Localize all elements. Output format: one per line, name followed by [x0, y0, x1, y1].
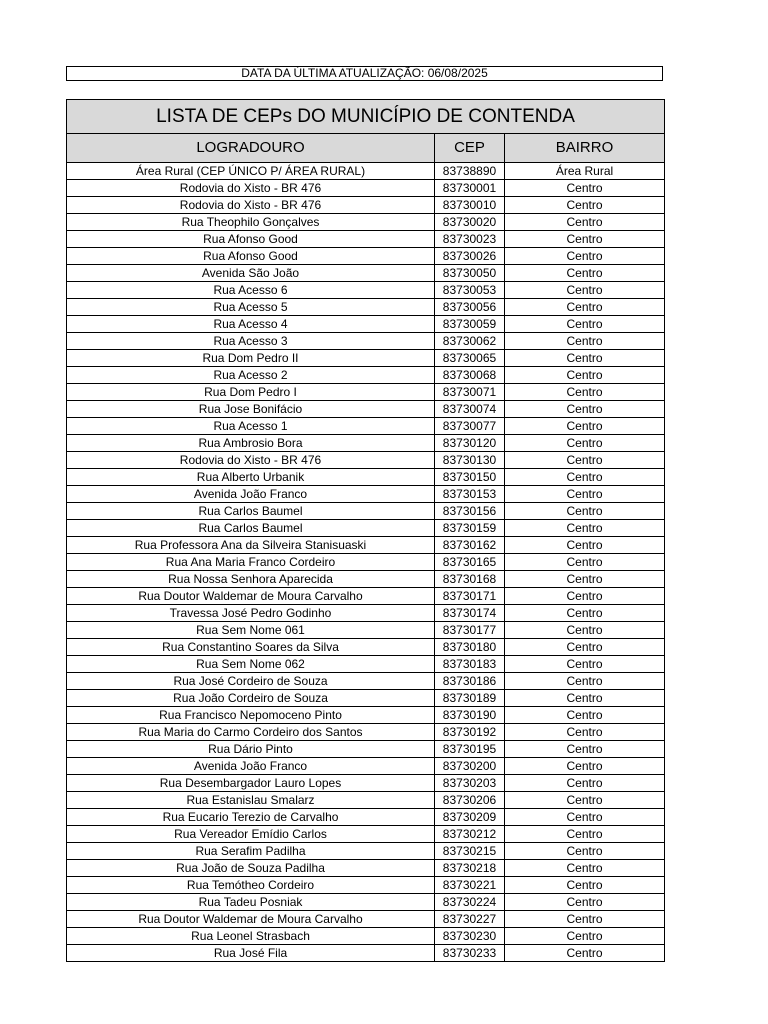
cell-cep: 83730023: [435, 231, 505, 248]
cell-logradouro: Rua Tadeu Posniak: [67, 894, 435, 911]
cell-bairro: Centro: [505, 622, 665, 639]
cell-bairro: Centro: [505, 571, 665, 588]
cell-bairro: Centro: [505, 877, 665, 894]
table-row: [67, 588, 665, 605]
cell-logradouro: Rua Carlos Baumel: [67, 520, 435, 537]
table-row: [67, 945, 665, 962]
table-row: [67, 860, 665, 877]
cell-logradouro: Rua Estanislau Smalarz: [67, 792, 435, 809]
cell-logradouro: Rua Acesso 4: [67, 316, 435, 333]
cell-logradouro: Rua José Cordeiro de Souza: [67, 673, 435, 690]
table-row: [67, 503, 665, 520]
cell-logradouro: Rua Desembargador Lauro Lopes: [67, 775, 435, 792]
cell-cep: 83730056: [435, 299, 505, 316]
cell-logradouro: Rua Serafim Padilha: [67, 843, 435, 860]
table-row: [67, 826, 665, 843]
cell-bairro: Centro: [505, 809, 665, 826]
cell-cep: 83730177: [435, 622, 505, 639]
cep-table: [66, 99, 665, 962]
cell-cep: 83730218: [435, 860, 505, 877]
cell-cep: 83730068: [435, 367, 505, 384]
cell-logradouro: Rua Constantino Soares da Silva: [67, 639, 435, 656]
cell-bairro: Centro: [505, 418, 665, 435]
cell-cep: 83730053: [435, 282, 505, 299]
table-title-row: [67, 100, 665, 134]
cell-logradouro: Rua Leonel Strasbach: [67, 928, 435, 945]
cell-logradouro: Rua Eucario Terezio de Carvalho: [67, 809, 435, 826]
cell-logradouro: Rua Doutor Waldemar de Moura Carvalho: [67, 911, 435, 928]
cell-cep: 83730065: [435, 350, 505, 367]
cell-bairro: Centro: [505, 265, 665, 282]
table-row: [67, 792, 665, 809]
table-row: [67, 571, 665, 588]
cell-cep: 83730186: [435, 673, 505, 690]
cell-bairro: Centro: [505, 588, 665, 605]
cell-logradouro: Rua Doutor Waldemar de Moura Carvalho: [67, 588, 435, 605]
table-row: [67, 367, 665, 384]
cell-cep: 83730180: [435, 639, 505, 656]
cell-logradouro: Rua Vereador Emídio Carlos: [67, 826, 435, 843]
column-header-cep: CEP: [435, 134, 505, 163]
cell-cep: 83730190: [435, 707, 505, 724]
cell-bairro: Centro: [505, 486, 665, 503]
table-row: [67, 537, 665, 554]
cell-bairro: Centro: [505, 928, 665, 945]
cell-cep: 83730209: [435, 809, 505, 826]
table-row: [67, 605, 665, 622]
cell-logradouro: Rua Sem Nome 061: [67, 622, 435, 639]
cell-logradouro: Rua Nossa Senhora Aparecida: [67, 571, 435, 588]
cell-cep: 83730203: [435, 775, 505, 792]
cell-bairro: Centro: [505, 180, 665, 197]
cell-logradouro: Rua Acesso 6: [67, 282, 435, 299]
table-row: [67, 520, 665, 537]
table-row: [67, 282, 665, 299]
cell-logradouro: Rua João Cordeiro de Souza: [67, 690, 435, 707]
table-row: [67, 928, 665, 945]
cell-bairro: Centro: [505, 231, 665, 248]
cell-cep: 83730050: [435, 265, 505, 282]
cell-logradouro: Rua Afonso Good: [67, 231, 435, 248]
table-row: [67, 333, 665, 350]
cell-bairro: Centro: [505, 690, 665, 707]
table-row: [67, 877, 665, 894]
table-row: [67, 486, 665, 503]
table-row: [67, 758, 665, 775]
table-row: [67, 384, 665, 401]
cell-bairro: Centro: [505, 520, 665, 537]
cell-cep: 83730026: [435, 248, 505, 265]
table-row: [67, 741, 665, 758]
cell-bairro: Centro: [505, 503, 665, 520]
cell-cep: 83730020: [435, 214, 505, 231]
cell-cep: 83730162: [435, 537, 505, 554]
cell-cep: 83730224: [435, 894, 505, 911]
cell-bairro: Centro: [505, 707, 665, 724]
cell-cep: 83730071: [435, 384, 505, 401]
table-row: [67, 265, 665, 282]
table-row: [67, 690, 665, 707]
cell-logradouro: Rodovia do Xisto - BR 476: [67, 452, 435, 469]
table-row: [67, 809, 665, 826]
cell-bairro: Centro: [505, 656, 665, 673]
table-row: [67, 248, 665, 265]
cell-logradouro: Avenida João Franco: [67, 486, 435, 503]
cell-logradouro: Rua Dário Pinto: [67, 741, 435, 758]
table-title: LISTA DE CEPs DO MUNICÍPIO DE CONTENDA: [67, 100, 665, 134]
cell-bairro: Centro: [505, 724, 665, 741]
cell-logradouro: Rua Professora Ana da Silveira Stanisuaski: [67, 537, 435, 554]
cell-logradouro: Rua Temótheo Cordeiro: [67, 877, 435, 894]
table-row: [67, 163, 665, 180]
cell-bairro: Centro: [505, 350, 665, 367]
cell-logradouro: Rua Acesso 2: [67, 367, 435, 384]
cell-logradouro: Rua Acesso 5: [67, 299, 435, 316]
cell-cep: 83730130: [435, 452, 505, 469]
cell-logradouro: Rua Acesso 1: [67, 418, 435, 435]
table-row: [67, 401, 665, 418]
cell-cep: 83730156: [435, 503, 505, 520]
table-row: [67, 231, 665, 248]
cell-logradouro: Rua Ambrosio Bora: [67, 435, 435, 452]
cell-cep: 83730077: [435, 418, 505, 435]
cell-logradouro: Rua Carlos Baumel: [67, 503, 435, 520]
cell-logradouro: Rua João de Souza Padilha: [67, 860, 435, 877]
table-row: [67, 554, 665, 571]
cell-cep: 83730150: [435, 469, 505, 486]
cell-bairro: Centro: [505, 316, 665, 333]
table-row: [67, 452, 665, 469]
cell-cep: 83730171: [435, 588, 505, 605]
cell-cep: 83730206: [435, 792, 505, 809]
cell-bairro: Centro: [505, 452, 665, 469]
cell-bairro: Área Rural: [505, 163, 665, 180]
cell-cep: 83730159: [435, 520, 505, 537]
cell-cep: 83730195: [435, 741, 505, 758]
cell-bairro: Centro: [505, 639, 665, 656]
column-header-bairro: BAIRRO: [505, 134, 665, 163]
table-row: [67, 622, 665, 639]
table-header-row: [67, 134, 665, 163]
table-row: [67, 656, 665, 673]
cell-logradouro: Avenida São João: [67, 265, 435, 282]
cell-bairro: Centro: [505, 741, 665, 758]
cell-cep: 83730200: [435, 758, 505, 775]
cell-bairro: Centro: [505, 469, 665, 486]
table-row: [67, 724, 665, 741]
table-row: [67, 350, 665, 367]
cell-cep: 83730153: [435, 486, 505, 503]
cell-cep: 83738890: [435, 163, 505, 180]
cell-bairro: Centro: [505, 826, 665, 843]
cell-logradouro: Rua Ana Maria Franco Cordeiro: [67, 554, 435, 571]
cell-logradouro: Rua Afonso Good: [67, 248, 435, 265]
cell-cep: 83730230: [435, 928, 505, 945]
table-body: [67, 163, 665, 962]
table-row: [67, 435, 665, 452]
cell-logradouro: Rua Dom Pedro I: [67, 384, 435, 401]
table-row: [67, 894, 665, 911]
table-row: [67, 673, 665, 690]
cell-logradouro: Rua Acesso 3: [67, 333, 435, 350]
table-row: [67, 911, 665, 928]
cell-logradouro: Rua José Fila: [67, 945, 435, 962]
cell-bairro: Centro: [505, 775, 665, 792]
cell-bairro: Centro: [505, 333, 665, 350]
cell-bairro: Centro: [505, 911, 665, 928]
cell-cep: 83730227: [435, 911, 505, 928]
cell-bairro: Centro: [505, 758, 665, 775]
cell-logradouro: Área Rural (CEP ÚNICO P/ ÁREA RURAL): [67, 163, 435, 180]
cell-bairro: Centro: [505, 435, 665, 452]
cell-cep: 83730062: [435, 333, 505, 350]
cell-bairro: Centro: [505, 248, 665, 265]
cell-cep: 83730233: [435, 945, 505, 962]
cell-cep: 83730192: [435, 724, 505, 741]
cell-logradouro: Travessa José Pedro Godinho: [67, 605, 435, 622]
cell-bairro: Centro: [505, 843, 665, 860]
cell-logradouro: Rua Jose Bonifácio: [67, 401, 435, 418]
table-row: [67, 639, 665, 656]
cell-bairro: Centro: [505, 894, 665, 911]
table-row: [67, 316, 665, 333]
table-row: [67, 775, 665, 792]
last-update-line: DATA DA ÚLTIMA ATUALIZAÇÃO: 06/08/2025: [66, 66, 663, 81]
cell-bairro: Centro: [505, 282, 665, 299]
cell-logradouro: Rua Maria do Carmo Cordeiro dos Santos: [67, 724, 435, 741]
cell-bairro: Centro: [505, 401, 665, 418]
table-row: [67, 299, 665, 316]
table-row: [67, 707, 665, 724]
cell-bairro: Centro: [505, 945, 665, 962]
cell-bairro: Centro: [505, 214, 665, 231]
table-row: [67, 214, 665, 231]
cell-cep: 83730120: [435, 435, 505, 452]
cell-logradouro: Rodovia do Xisto - BR 476: [67, 180, 435, 197]
cell-logradouro: Avenida João Franco: [67, 758, 435, 775]
cell-cep: 83730212: [435, 826, 505, 843]
cell-bairro: Centro: [505, 792, 665, 809]
cell-bairro: Centro: [505, 197, 665, 214]
cell-cep: 83730215: [435, 843, 505, 860]
cell-logradouro: Rodovia do Xisto - BR 476: [67, 197, 435, 214]
cell-cep: 83730189: [435, 690, 505, 707]
cell-bairro: Centro: [505, 860, 665, 877]
cell-bairro: Centro: [505, 384, 665, 401]
column-header-logradouro: LOGRADOURO: [67, 134, 435, 163]
cell-cep: 83730074: [435, 401, 505, 418]
cell-bairro: Centro: [505, 367, 665, 384]
cell-cep: 83730183: [435, 656, 505, 673]
table-row: [67, 197, 665, 214]
cell-bairro: Centro: [505, 605, 665, 622]
cell-bairro: Centro: [505, 554, 665, 571]
cell-logradouro: Rua Sem Nome 062: [67, 656, 435, 673]
cell-bairro: Centro: [505, 299, 665, 316]
cell-cep: 83730165: [435, 554, 505, 571]
cell-bairro: Centro: [505, 537, 665, 554]
table-row: [67, 180, 665, 197]
cell-bairro: Centro: [505, 673, 665, 690]
cell-logradouro: Rua Alberto Urbanik: [67, 469, 435, 486]
table-row: [67, 418, 665, 435]
cell-logradouro: Rua Theophilo Gonçalves: [67, 214, 435, 231]
cell-cep: 83730174: [435, 605, 505, 622]
table-row: [67, 469, 665, 486]
table-row: [67, 843, 665, 860]
cell-cep: 83730001: [435, 180, 505, 197]
cell-cep: 83730168: [435, 571, 505, 588]
cell-cep: 83730059: [435, 316, 505, 333]
cell-cep: 83730221: [435, 877, 505, 894]
cell-logradouro: Rua Dom Pedro II: [67, 350, 435, 367]
cell-cep: 83730010: [435, 197, 505, 214]
cell-logradouro: Rua Francisco Nepomoceno Pinto: [67, 707, 435, 724]
